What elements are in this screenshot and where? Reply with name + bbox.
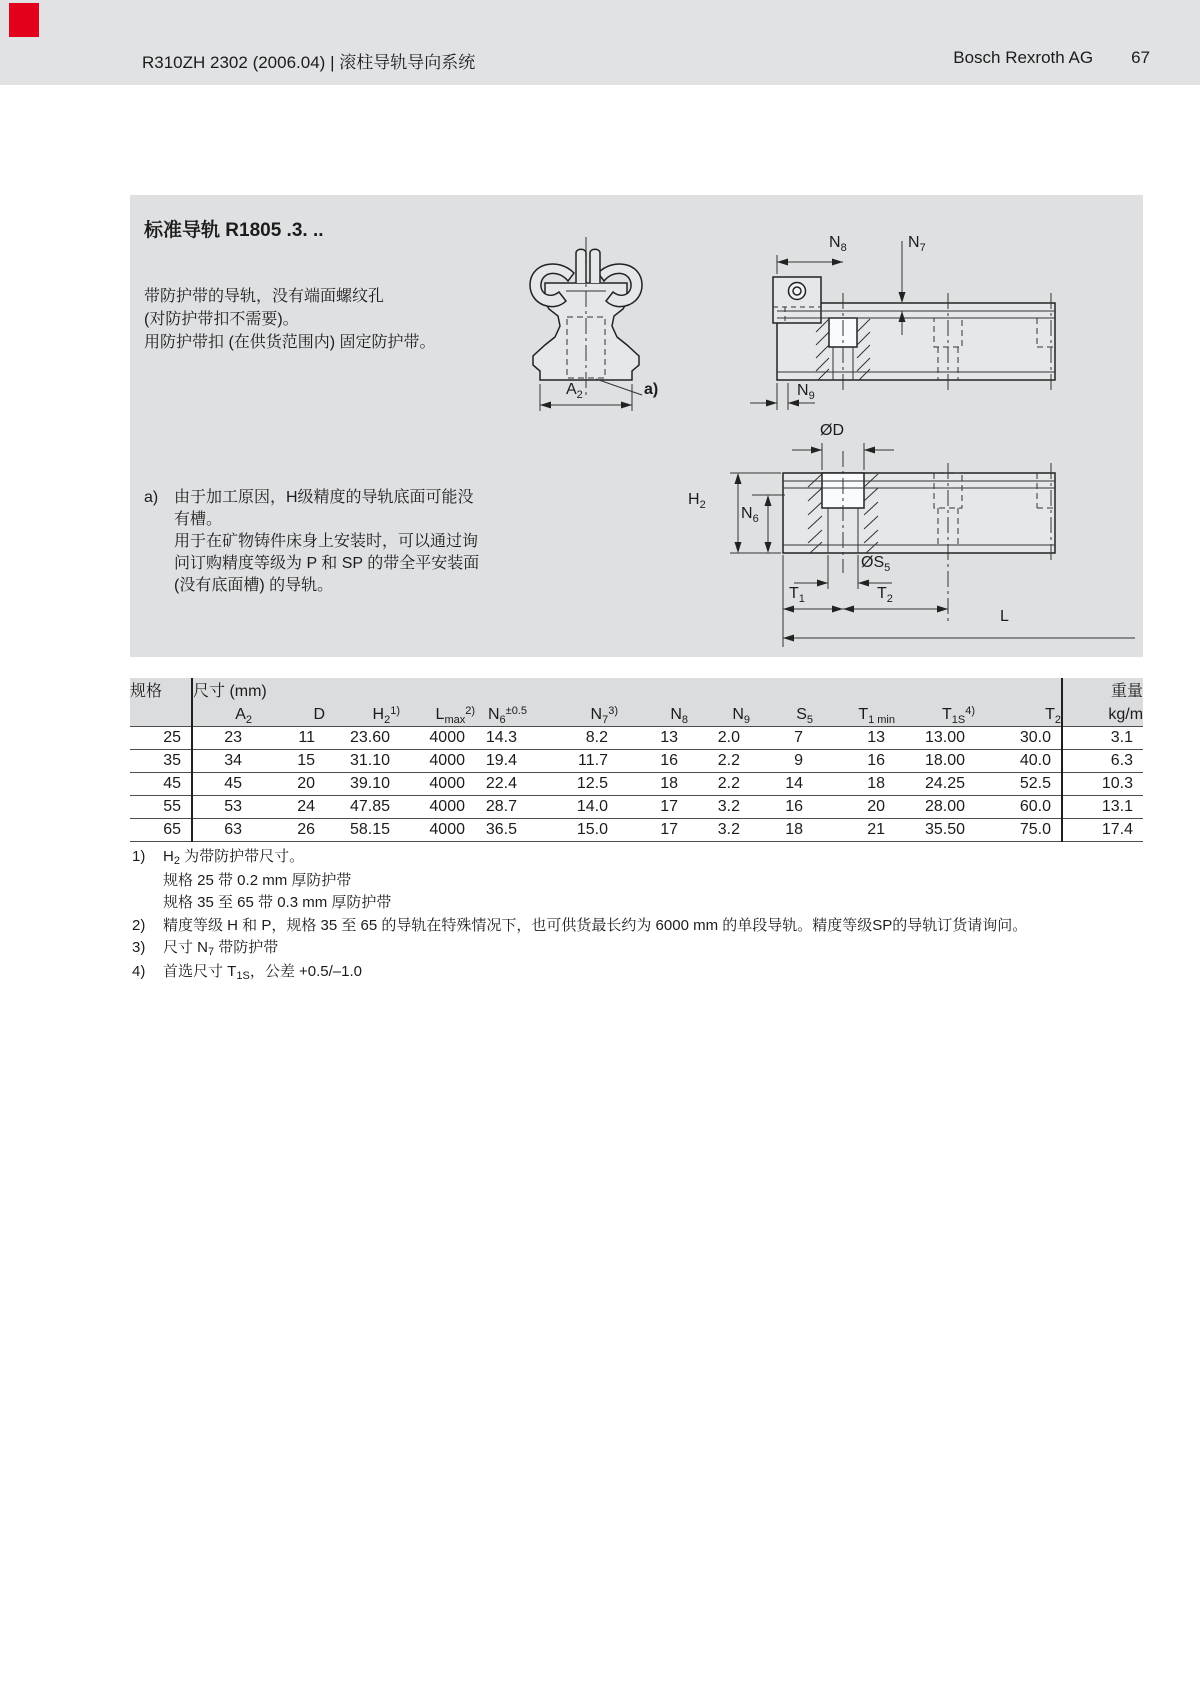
table-cell: 23.60 xyxy=(325,727,400,750)
header-brand: Bosch Rexroth AG xyxy=(953,48,1094,67)
col-group-size: 规格 xyxy=(130,678,192,701)
table-cell: 3.1 xyxy=(1062,727,1143,750)
note-line: 用于在矿物铸件床身上安装时，可以通过询 xyxy=(174,533,479,550)
col-header-empty xyxy=(130,701,192,727)
table-cell: 39.10 xyxy=(325,773,400,796)
table-cell: 2.0 xyxy=(688,727,750,750)
col-header: D xyxy=(252,701,325,727)
table-cell: 13.1 xyxy=(1062,796,1143,819)
table-cell: 3.2 xyxy=(688,796,750,819)
table-cell: 16 xyxy=(618,750,688,773)
intro-line: 用防护带扣 (在供货范围内) 固定防护带。 xyxy=(144,334,436,351)
table-cell: 4000 xyxy=(400,819,475,842)
page-corner-mark xyxy=(9,3,39,37)
table-row xyxy=(130,796,1143,819)
table-row xyxy=(130,750,1143,773)
col-group-dimensions: 尺寸 (mm) xyxy=(192,678,1062,701)
intro-line: 带防护带的导轨，没有端面螺纹孔 xyxy=(144,288,385,305)
table-cell: 47.85 xyxy=(325,796,400,819)
header-right xyxy=(953,48,1150,68)
table-cell: 28.7 xyxy=(475,796,527,819)
table-cell: 26 xyxy=(252,819,325,842)
table-cell: 2.2 xyxy=(688,750,750,773)
col-header: $T_2$ xyxy=(975,701,1062,727)
table-cell: 2.2 xyxy=(688,773,750,796)
table-cell: 11 xyxy=(252,727,325,750)
dim-label-n6: $N_6$ xyxy=(741,505,759,525)
footnote-marker: 4) xyxy=(132,962,146,980)
table-cell: 60.0 xyxy=(975,796,1062,819)
note-marker: a) xyxy=(144,489,159,506)
table-cell: 13.00 xyxy=(895,727,975,750)
table-cell: 23 xyxy=(192,727,252,750)
table-cell: 35 xyxy=(130,750,192,773)
table-cell: 9 xyxy=(750,750,813,773)
table-cell: 18 xyxy=(618,773,688,796)
table-cell: 18.00 xyxy=(895,750,975,773)
table-cell: 75.0 xyxy=(975,819,1062,842)
note-line: 问订购精度等级为 P 和 SP 的带全平安装面 xyxy=(174,555,480,572)
table-cell: 4000 xyxy=(400,727,475,750)
footnote-text: 尺寸 $N_7$ 带防护带 xyxy=(163,939,279,958)
table-cell: 19.4 xyxy=(475,750,527,773)
table-cell: 12.5 xyxy=(527,773,618,796)
table-cell: 8.2 xyxy=(527,727,618,750)
footnote xyxy=(132,915,1142,938)
table-cell: 15 xyxy=(252,750,325,773)
table-cell: 65 xyxy=(130,819,192,842)
panel-title: 标准导轨 R1805 .3. .. xyxy=(144,220,324,241)
col-group-weight: 重量 xyxy=(1062,678,1143,701)
table-cell: 14.0 xyxy=(527,796,618,819)
note-line: 有槽。 xyxy=(174,511,223,528)
table-cell: 21 xyxy=(813,819,895,842)
table-cell: 36.5 xyxy=(475,819,527,842)
band-clip-post xyxy=(576,249,586,283)
footnote-marker: 1) xyxy=(132,848,146,865)
table-row xyxy=(130,819,1143,842)
table-cell: 35.50 xyxy=(895,819,975,842)
footnote-marker: 2) xyxy=(132,916,146,934)
dim-label-t1: $T_1$ xyxy=(789,585,805,605)
table-cell: 24 xyxy=(252,796,325,819)
dim-label-od: ØD xyxy=(820,422,844,439)
table-cell: 18 xyxy=(813,773,895,796)
col-header: $T_{1S}^{4)}$ xyxy=(895,701,975,727)
table-row xyxy=(130,773,1143,796)
table-cell: 16 xyxy=(750,796,813,819)
col-header: $N_9$ xyxy=(688,701,750,727)
footnote xyxy=(132,961,1142,985)
table-cell: 63 xyxy=(192,819,252,842)
note-line: 由于加工原因，H级精度的导轨底面可能没 xyxy=(174,489,474,506)
table-cell: 22.4 xyxy=(475,773,527,796)
table-cell: 34 xyxy=(192,750,252,773)
col-header: $N_6^{\pm 0.5}$ xyxy=(475,701,527,727)
table-cell: 52.5 xyxy=(975,773,1062,796)
table-cell: 3.2 xyxy=(688,819,750,842)
dimensions-table xyxy=(130,678,1143,842)
dim-label-l: L xyxy=(1000,608,1009,625)
band-clip-post xyxy=(590,249,600,283)
table-cell: 16 xyxy=(813,750,895,773)
table-cell: 53 xyxy=(192,796,252,819)
table-cell: 14.3 xyxy=(475,727,527,750)
table-cell: 4000 xyxy=(400,796,475,819)
col-header: $T_{1 min}$ xyxy=(813,701,895,727)
header-page-number: 67 xyxy=(1131,48,1150,67)
table-cell: 17.4 xyxy=(1062,819,1143,842)
col-header: $N_7^{3)}$ xyxy=(527,701,618,727)
rail-panel xyxy=(130,195,1143,657)
dim-label-a2: $A_2$ xyxy=(566,381,583,401)
table-cell: 28.00 xyxy=(895,796,975,819)
table-cell: 55 xyxy=(130,796,192,819)
table-cell: 4000 xyxy=(400,773,475,796)
dim-label-t2: $T_2$ xyxy=(877,585,893,605)
table-cell: 17 xyxy=(618,819,688,842)
dim-label-aref: a) xyxy=(644,381,659,398)
dim-label-n8: $N_8$ xyxy=(829,234,847,254)
col-header: $H_2^{1)}$ xyxy=(325,701,400,727)
table-subheader-row xyxy=(130,701,1143,727)
note-line: (没有底面槽) 的导轨。 xyxy=(174,577,334,594)
table-cell: 58.15 xyxy=(325,819,400,842)
dim-label-h2: $H_2$ xyxy=(688,491,706,511)
table-cell: 7 xyxy=(750,727,813,750)
col-header: $N_8$ xyxy=(618,701,688,727)
table-body xyxy=(130,727,1143,842)
table-cell: 13 xyxy=(813,727,895,750)
dim-label-os5: $ØS_5$ xyxy=(861,554,891,574)
table-cell: 20 xyxy=(252,773,325,796)
footnote-a xyxy=(144,487,479,597)
table-cell: 4000 xyxy=(400,750,475,773)
footnote xyxy=(132,937,1142,961)
table-cell: 40.0 xyxy=(975,750,1062,773)
col-header: $S_5$ xyxy=(750,701,813,727)
intro-text xyxy=(144,285,436,354)
table-row xyxy=(130,727,1143,750)
footnote xyxy=(132,846,1142,915)
footnote-text: 精度等级 H 和 P，规格 35 至 65 的导轨在特殊情况下，也可供货最长约为 6000 mm 的单段导轨。精度等级SP的导轨订货请询问。 xyxy=(163,916,1028,934)
footnote-marker: 3) xyxy=(132,939,146,956)
table-cell: 13 xyxy=(618,727,688,750)
table-cell: 24.25 xyxy=(895,773,975,796)
table-cell: 18 xyxy=(750,819,813,842)
table-cell: 15.0 xyxy=(527,819,618,842)
table-cell: 45 xyxy=(192,773,252,796)
intro-line: (对防护带扣不需要)。 xyxy=(144,311,299,328)
table-cell: 20 xyxy=(813,796,895,819)
col-header: $L_{max}^{2)}$ xyxy=(400,701,475,727)
table-group-header-row xyxy=(130,678,1143,701)
table-cell: 31.10 xyxy=(325,750,400,773)
table-cell: 14 xyxy=(750,773,813,796)
table-cell: 17 xyxy=(618,796,688,819)
col-header-weight-unit: kg/m xyxy=(1062,701,1143,727)
table-cell: 30.0 xyxy=(975,727,1062,750)
table-cell: 25 xyxy=(130,727,192,750)
dim-label-n7: $N_7$ xyxy=(908,234,926,254)
footnote-text: $H_2$ 为带防护带尺寸。 规格 25 带 0.2 mm 厚防护带 规格 35 至 65 带 0.3 mm 厚防护带 xyxy=(163,848,392,911)
table-cell: 10.3 xyxy=(1062,773,1143,796)
dim-label-n9: $N_9$ xyxy=(797,382,815,402)
footnote-text: 首选尺寸 $T_{1S}$，公差 +0.5/–1.0 xyxy=(163,962,362,982)
table-cell: 45 xyxy=(130,773,192,796)
table-cell: 11.7 xyxy=(527,750,618,773)
table-cell: 6.3 xyxy=(1062,750,1143,773)
col-header: $A_2$ xyxy=(192,701,252,727)
header-doc-title: R310ZH 2302 (2006.04) | 滚柱导轨导向系统 xyxy=(142,53,476,72)
footnotes xyxy=(132,846,1142,984)
